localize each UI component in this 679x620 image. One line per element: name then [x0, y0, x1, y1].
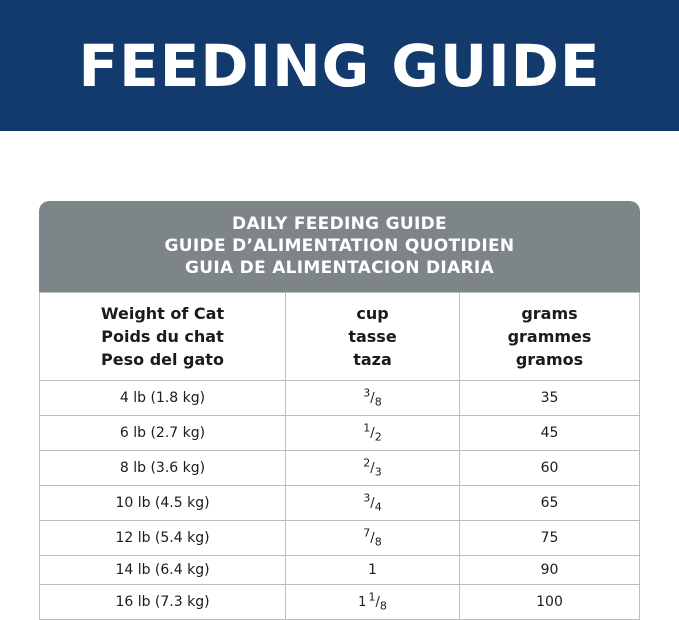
cell-weight: 4 lb (1.8 kg)	[40, 381, 286, 416]
column-header-cup	[286, 293, 460, 381]
column-header-cup-en: cup	[356, 304, 389, 323]
table-row	[40, 450, 640, 485]
table-header-line-en: DAILY FEEDING GUIDE	[232, 214, 447, 234]
cell-cup: $^1/_2$	[286, 415, 460, 450]
banner-spacer	[0, 131, 679, 201]
feeding-guide-banner	[0, 0, 679, 131]
column-header-weight-es: Peso del gato	[101, 350, 224, 369]
cell-cup: 1	[286, 555, 460, 584]
table-row	[40, 584, 640, 619]
column-header-grams-en: grams	[521, 304, 578, 323]
feeding-guide-table-wrapper	[39, 201, 640, 620]
table-row	[40, 381, 640, 416]
table-header-line-fr: GUIDE D’ALIMENTATION QUOTIDIEN	[164, 236, 515, 256]
feeding-guide-table	[39, 292, 640, 620]
table-column-headers	[40, 293, 640, 381]
cell-cup: $^2/_3$	[286, 450, 460, 485]
table-row	[40, 520, 640, 555]
table-body	[40, 381, 640, 620]
cell-cup: $^3/_4$	[286, 485, 460, 520]
cell-grams: 75	[460, 520, 640, 555]
table-header-line-es: GUIA DE ALIMENTACION DIARIA	[185, 258, 494, 278]
table-header-block	[39, 201, 640, 292]
cell-weight: 16 lb (7.3 kg)	[40, 584, 286, 619]
column-header-grams-fr: grammes	[507, 327, 592, 346]
cell-grams: 35	[460, 381, 640, 416]
table-row	[40, 555, 640, 584]
cell-cup: $^3/_8$	[286, 381, 460, 416]
cell-cup: 1 $^1/_8$	[286, 584, 460, 619]
table-row	[40, 485, 640, 520]
column-header-cup-es: taza	[353, 350, 392, 369]
column-header-weight-en: Weight of Cat	[100, 304, 225, 323]
table-row	[40, 415, 640, 450]
column-header-weight-fr: Poids du chat	[101, 327, 224, 346]
cell-weight: 10 lb (4.5 kg)	[40, 485, 286, 520]
cell-cup: $^7/_8$	[286, 520, 460, 555]
table-header-row	[40, 293, 640, 381]
column-header-grams	[460, 293, 640, 381]
cell-grams: 90	[460, 555, 640, 584]
cell-weight: 6 lb (2.7 kg)	[40, 415, 286, 450]
column-header-grams-es: gramos	[515, 350, 584, 369]
column-header-cup-fr: tasse	[348, 327, 397, 346]
cell-grams: 65	[460, 485, 640, 520]
cell-grams: 60	[460, 450, 640, 485]
cell-weight: 12 lb (5.4 kg)	[40, 520, 286, 555]
column-header-weight	[40, 293, 286, 381]
cell-grams: 45	[460, 415, 640, 450]
cell-weight: 8 lb (3.6 kg)	[40, 450, 286, 485]
cell-weight: 14 lb (6.4 kg)	[40, 555, 286, 584]
page-title: FEEDING GUIDE	[78, 31, 601, 100]
cell-grams: 100	[460, 584, 640, 619]
